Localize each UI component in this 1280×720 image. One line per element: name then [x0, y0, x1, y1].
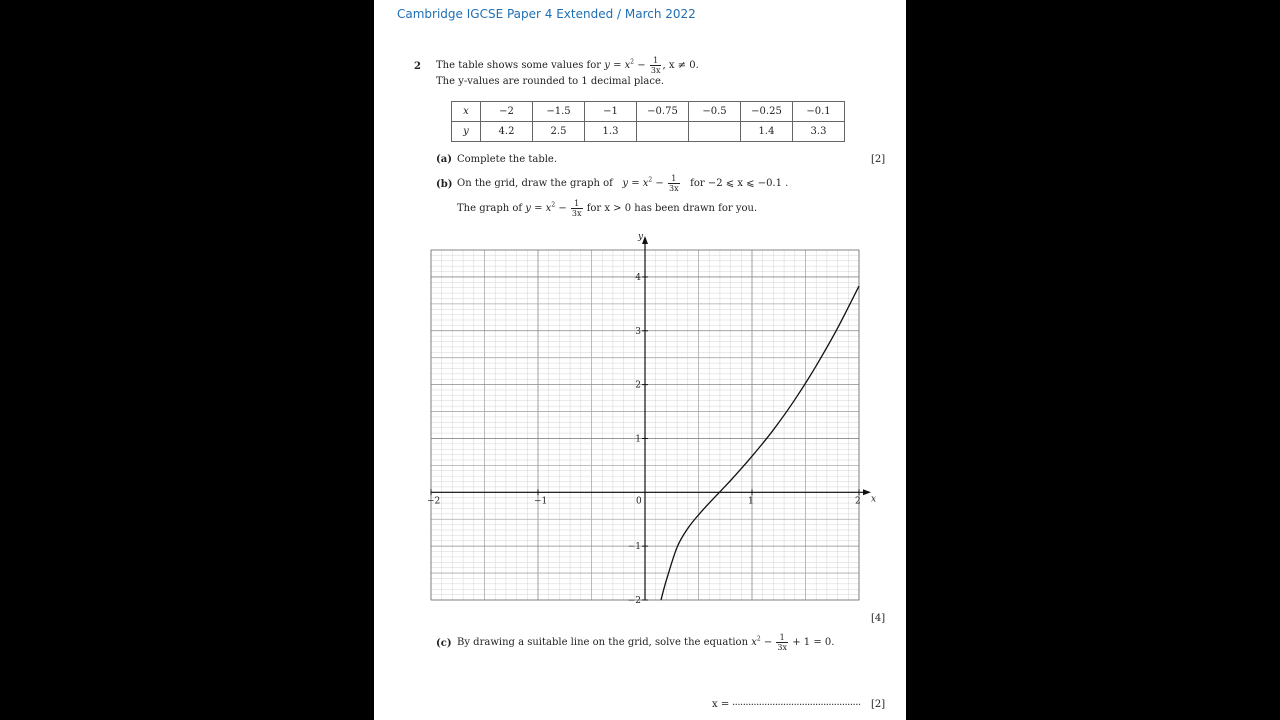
table-cell: −0.75 — [637, 102, 689, 122]
x-axis-label: x — [871, 494, 877, 505]
answer-line[interactable]: ................................................ — [732, 697, 861, 708]
y-axis-label: y — [638, 232, 644, 242]
table-cell: 2.5 — [533, 122, 585, 142]
x-tick-label: −1 — [534, 496, 548, 507]
exam-page — [374, 0, 906, 720]
question-number: 2 — [414, 61, 421, 72]
y-tick-label: −1 — [627, 542, 641, 553]
part-b-marks: [4] — [871, 613, 886, 624]
graph-axes — [431, 236, 871, 600]
table-cell: 1.3 — [585, 122, 637, 142]
answer-label: x = — [712, 699, 730, 710]
table-cell: −1 — [585, 102, 637, 122]
x-axis-arrow — [863, 489, 871, 495]
table-cell: −1.5 — [533, 102, 585, 122]
table-cell: 4.2 — [481, 122, 533, 142]
table-cell: 1.4 — [741, 122, 793, 142]
equation-minus: − — [634, 60, 646, 71]
equation-fraction: $\frac{1}{3x}$ — [650, 56, 661, 75]
part-a-marks: [2] — [871, 154, 886, 165]
graph[interactable] — [374, 0, 906, 720]
x-tick-label: 2 — [855, 496, 861, 507]
rounding-note: The y-values are rounded to 1 decimal place. — [436, 76, 665, 87]
y-tick-label: −2 — [627, 596, 641, 606]
table-header-x: x — [452, 102, 481, 122]
part-c-label: (c) — [436, 638, 452, 649]
intro-suffix: , x ≠ 0. — [662, 60, 699, 71]
part-a-text: Complete the table. — [457, 154, 558, 165]
part-b-range: for −2 ⩽ x ⩽ −0.1 . — [690, 178, 789, 189]
part-c-text: By drawing a suitable line on the grid, solve the equation $x^2$ − $\frac{1}{3x}$ + 1 = 0. — [457, 633, 835, 652]
table-cell: −2 — [481, 102, 533, 122]
page-header: Cambridge IGCSE Paper 4 Extended / March 2022 — [397, 7, 696, 21]
table-cell: −0.1 — [793, 102, 845, 122]
y-tick-label: 1 — [635, 434, 641, 445]
y-tick-label: 3 — [635, 326, 641, 337]
part-b-prefix: On the grid, draw the graph of — [457, 178, 613, 189]
x-tick-label: 0 — [636, 496, 642, 507]
y-tick-label: 4 — [635, 272, 641, 283]
question-intro: The table shows some values for $y = x^2$ − $\frac{1}{3x}$ , x ≠ 0. — [436, 56, 699, 75]
part-b-label: (b) — [436, 179, 453, 190]
x-tick-label: 1 — [748, 496, 754, 507]
graph-tick-labels — [427, 232, 876, 606]
y-tick-label: 2 — [635, 380, 641, 391]
equation-lhs: y = x — [604, 60, 631, 71]
table-cell: −0.25 — [741, 102, 793, 122]
table-header-y: y — [452, 122, 481, 142]
table-cell: 3.3 — [793, 122, 845, 142]
part-a-label: (a) — [436, 154, 452, 165]
part-b-line2: The graph of $y = x^2$ − $\frac{1}{3x}$ for x > 0 has been drawn for you. — [457, 199, 758, 218]
part-c-marks: [2] — [871, 699, 886, 710]
x-tick-label: −2 — [427, 496, 441, 507]
series-line — [661, 286, 859, 600]
part-b-text: On the grid, draw the graph of $y = x^2$ − $\frac{1}{3x}$ for −2 ⩽ x ⩽ −0.1 . — [457, 174, 789, 193]
intro-prefix: The table shows some values for — [436, 60, 602, 71]
table-cell: −0.5 — [689, 102, 741, 122]
